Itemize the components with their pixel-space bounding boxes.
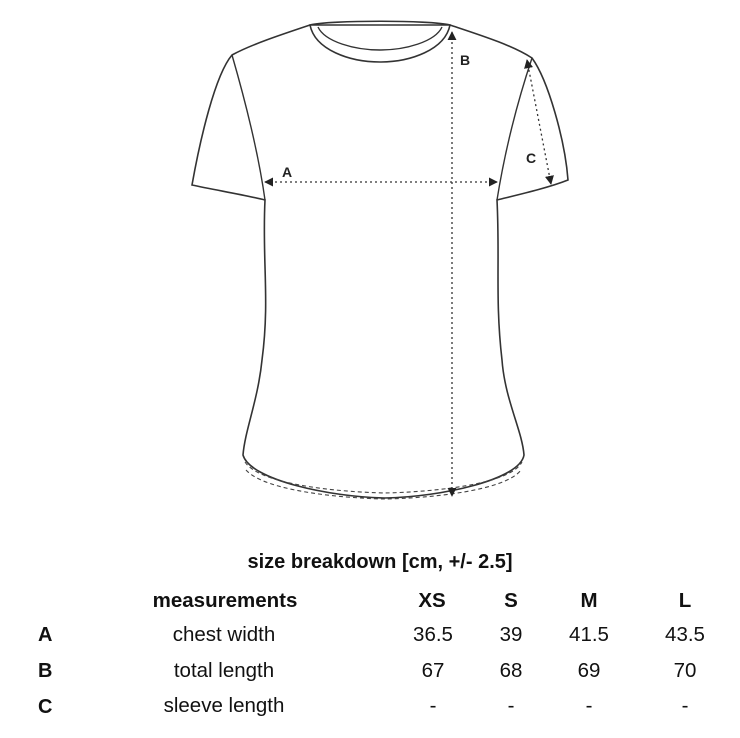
label-c: C	[526, 150, 537, 166]
header-measurements: measurements	[152, 589, 298, 612]
table-cell: 69	[577, 659, 601, 682]
row-name-sleeve-length: sleeve length	[163, 694, 285, 717]
table-cell: 67	[421, 659, 445, 682]
row-key-a: A	[38, 624, 53, 646]
table-cell: 68	[499, 659, 523, 682]
row-name-chest-width: chest width	[172, 623, 276, 646]
header-size-s: S	[504, 589, 518, 612]
header-size-xs: XS	[418, 589, 446, 612]
row-name-total-length: total length	[173, 659, 275, 682]
table-cell: -	[429, 694, 437, 717]
table-cell: 39	[499, 623, 523, 646]
row-key-c: C	[38, 696, 53, 718]
table-cell: 36.5	[413, 623, 453, 646]
table-title: size breakdown [cm, +/- 2.5]	[247, 551, 513, 573]
table-cell: 41.5	[569, 623, 609, 646]
label-b: B	[460, 52, 471, 68]
header-size-l: L	[678, 589, 692, 612]
header-size-m: M	[580, 589, 598, 612]
label-a: A	[282, 164, 293, 180]
table-cell: 70	[673, 659, 697, 682]
table-cell: -	[507, 694, 515, 717]
row-key-b: B	[38, 660, 53, 682]
table-cell: -	[585, 694, 593, 717]
table-cell: -	[681, 694, 689, 717]
table-cell: 43.5	[665, 623, 705, 646]
